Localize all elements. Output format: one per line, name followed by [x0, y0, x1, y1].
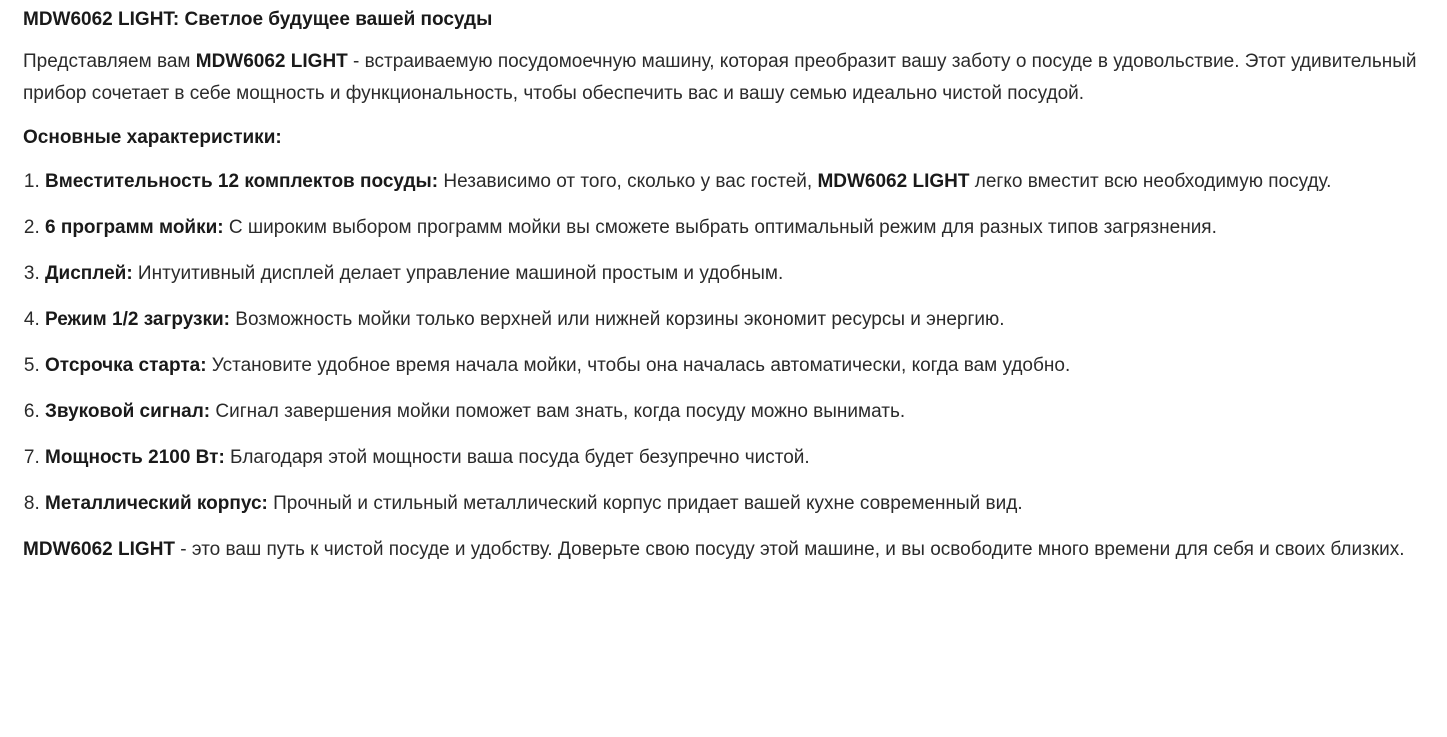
feature-title: Металлический корпус: [45, 493, 268, 514]
feature-text: Прочный и стильный металлический корпус придает вашей кухне современный вид. [267, 493, 1023, 514]
feature-item-sound-signal [45, 396, 1424, 428]
feature-text: С широким выбором программ мойки вы сможете выбрать оптимальный режим для разных типов загрязнения. [223, 217, 1217, 238]
feature-title: Звуковой сигнал: [45, 401, 211, 422]
feature-text: легко вместит всю необходимую посуду. [969, 171, 1332, 192]
intro-prefix: Представляем вам [23, 51, 196, 72]
feature-text: Интуитивный дисплей делает управление машиной простым и удобным. [132, 263, 784, 284]
outro-text: - это ваш путь к чистой посуде и удобству. Доверьте свою посуду этой машине, и вы освободите много времени для себя и своих близких. [175, 539, 1405, 560]
feature-item-delay-start [45, 350, 1424, 382]
feature-item-metal-body [45, 488, 1424, 520]
feature-title: 6 программ мойки: [45, 217, 224, 238]
feature-title: Дисплей: [45, 263, 133, 284]
outro-paragraph [23, 534, 1424, 566]
intro-suffix: - встраиваемую посудомоечную машину, которая преобразит вашу заботу о посуде в удовольствие. Этот удивительный прибор сочетает в себе мощность и функциональность, чтобы обеспечить вас и вашу семью идеально чистой посудой. [23, 51, 1417, 104]
feature-item-half-load [45, 304, 1424, 336]
feature-item-power [45, 442, 1424, 474]
feature-title: Отсрочка старта: [45, 355, 207, 376]
features-heading: Основные характеристики: [23, 127, 282, 148]
feature-text: Независимо от того, сколько у вас гостей, [438, 171, 818, 192]
feature-title: Мощность 2100 Вт: [45, 447, 225, 468]
feature-text: Установите удобное время начала мойки, чтобы она началась автоматически, когда вам удобно. [206, 355, 1071, 376]
intro-product-name: MDW6062 LIGHT [195, 51, 348, 72]
feature-item-display [45, 258, 1424, 290]
feature-title: Вместительность 12 комплектов посуды: [45, 171, 439, 192]
feature-product-name: MDW6062 LIGHT [817, 171, 970, 192]
feature-text: Возможность мойки только верхней или нижней корзины экономит ресурсы и энергию. [230, 309, 1005, 330]
feature-title: Режим 1/2 загрузки: [45, 309, 230, 330]
features-list [23, 166, 1424, 520]
intro-paragraph [23, 46, 1424, 110]
page-title: MDW6062 LIGHT: Светлое будущее вашей посуды [23, 9, 493, 30]
feature-item-capacity [45, 166, 1424, 198]
feature-text: Благодаря этой мощности ваша посуда будет безупречно чистой. [224, 447, 810, 468]
feature-item-programs [45, 212, 1424, 244]
feature-text: Сигнал завершения мойки поможет вам знать, когда посуду можно вынимать. [210, 401, 906, 422]
outro-product-name: MDW6062 LIGHT [23, 539, 176, 560]
